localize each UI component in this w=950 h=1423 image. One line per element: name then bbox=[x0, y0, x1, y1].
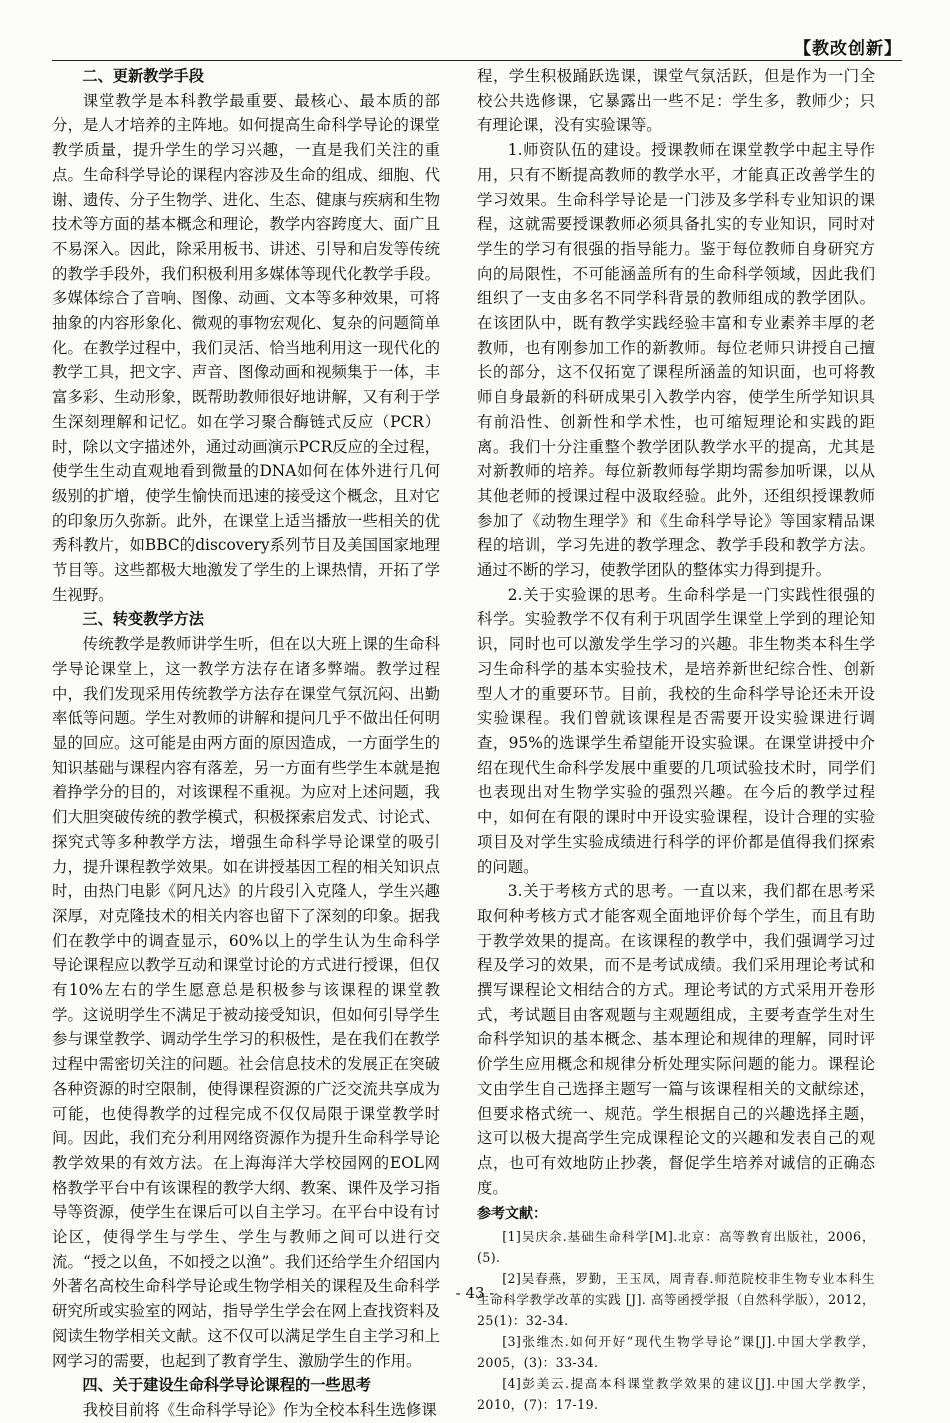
column-tag: 【教改创新】 bbox=[794, 39, 902, 59]
exam-paragraph: 3.关于考核方式的思考。一直以来，我们都在思考采取何种考核方式才能客观全面地评价每个学生，而且有助于教学效果的提高。在该课程的教学中，我们强调学习过程及学习的效果，而不是考试成绩。我们采用理论考试和撰写课程论文相结合的方式。理论考试的方式采用开卷形式，考试题目由客观题与主观题组成，主要考查学生对生命科学知识的基本概念、基本理论和规律的理解，同时评价学生应用概念和规律分析处理实际问题的能力。课程论文由学生自己选择主题写一篇与该课程相关的文献综述，但要求格式统一、规范。学生根据自己的兴趣选择主题，这可以极大提高学生完成课程论文的兴趣和发表自己的观点，也可有效地防止抄袭，督促学生培养对诚信的正确态度。 bbox=[477, 882, 875, 1197]
page-number: - 43 - bbox=[455, 1284, 495, 1302]
section-3-paragraph: 传统教学是教师讲学生听，但在以大班上课的生命科学导论课堂上，这一教学方法存在诸多弊端。教学过程中，我们发现采用传统教学方法存在课堂气氛沉闷、出勤率低等问题。学生对教师的讲解和提问几乎不做出任何明显的回应。这可能是由两方面的原因造成，一方面学生的知识基础与课程内容有落差，另一方面有些学生本就是抱着挣学分的目的，对该课程不重视。为应对上述问题，我们大胆突破传统的教学模式，积极探索启发式、讨论式、探究式等多种教学方法，增强生命科学导论课堂的吸引力，提升课程教学效果。如在讲授基因工程的相关知识点时，由热门电影《阿凡达》的片段引入克隆人，学生兴趣深厚，对克隆技术的相关内容也留下了深刻的印象。据我们在教学中的调查显示，60%以上的学生认为生命科学导论课程应以教学互动和课堂讨论的方式进行授课，但仅有10%左右的学生愿意总是积极参与该课程的课堂教学。这说明学生不满足于被动接受知识，但如何引导学生参与课堂教学、调动学生学习的积极性，是在我们在教学过程中需密切关注的问题。社会信息技术的发展正在突破各种资源的时空限制，使得课程资源的广泛交流共享成为可能，也使得教学的过程完成不仅仅局限于课堂教学时间。因此，我们充分利用网络资源作为提升生命科学导论教学效果的有效方法。在上海海洋大学校园网的EOL网格教学平台中有该课程的教学大纲、教案、课件及学习指导等资源，使学生在课后可以自主学习。在平台中设有讨论区，使得学生与学生、学生与教师之间可以进行交流。“授之以鱼，不如授之以渔”。我们还给学生介绍国内外著名高校生命科学导论或生物学相关的课程及生命科学研究所或实验室的网站，指导学生学会在网上查找资料及阅读生物学相关文献。这不仅可以满足学生自主学习和上网学习的需要，也起到了教育学生、激励学生的作用。 bbox=[52, 635, 440, 1370]
section-4-paragraph-start: 我校目前将《生命科学导论》作为全校本科生选修课 bbox=[82, 1400, 437, 1419]
references-title: 参考文献： bbox=[477, 1206, 547, 1223]
reference-item: [1]吴庆余.基础生命科学[M].北京：高等教育出版社，2006，(5). bbox=[477, 1229, 875, 1266]
lab-paragraph: 2.关于实验课的思考。生命科学是一门实践性很强的科学。实验教学不仅有利于巩固学生课堂上学到的理论知识，同时也可以激发学生学习的兴趣。非生物类本科生学习生命科学的基本实验技术，是培养新世纪综合性、创新型人才的重要环节。目前，我校的生命科学导论还未开设实验课程。我们曾就该课程是否需要开设实验课进行调查，95%的选课学生希望能开设实验课。在课堂讲授中介绍在现代生命科学发展中重要的几项试验技术时，同学们也表现出对生物学实验的强烈兴趣。在今后的教学过程中，如何在有限的课时中开设实验课程，设计合理的实验项目及对学生实验成绩进行科学的评价都是值得我们探索的问题。 bbox=[477, 585, 875, 876]
section-2-paragraph: 课堂教学是本科教学最重要、最核心、最本质的部分，是人才培养的主阵地。如何提高生命科学导论的课堂教学质量，提升学生的学习兴趣，一直是我们关注的重点。生命科学导论的课程内容涉及生命的组成、细胞、代谢、遗传、分子生物学、进化、生态、健康与疾病和生物技术等方面的基本概念和理论，教学内容跨度大、面广且不易深入。因此，除采用板书、讲述、引导和启发等传统的教学手段外，我们积极利用多媒体等现代化教学手段。多媒体综合了音响、图像、动画、文本等多种效果，可将抽象的内容形象化、微观的事物宏观化、复杂的问题简单化。在教学过程中，我们灵活、恰当地利用这一现代化的教学工具，把文字、声音、图像动画和视频集于一体，丰富多彩、生动形象，既帮助教师很好地讲解，又有利于学生深刻理解和记忆。如在学习聚合酶链式反应（PCR）时，除以文字描述外，通过动画演示PCR反应的全过程，使学生生动直观地看到微量的DNA如何在体外进行几何级别的扩增，使学生愉快而迅速的接受这个概念，且对它的印象历久弥新。此外，在课堂上适当播放一些相关的优秀科教片，如BBC的discovery系列节目及美国国家地理节目等。这些都极大地激发了学生的上课热情，开拓了学生视野。 bbox=[52, 91, 440, 604]
reference-item: [2]吴春燕，罗勤，王玉凤，周青春.师范院校非生物专业本科生生命科学教学改革的实践 [J]. 高等函授学报（自然科学版），2012，25(1)：32-34. bbox=[477, 1271, 875, 1329]
section-4-paragraph-continued: 程，学生积极踊跃选课，课堂气氛活跃，但是作为一门全校公共选修课，它暴露出一些不足：学生多，教师少；只有理论课，没有实验课等。 bbox=[477, 67, 875, 135]
reference-item: [4]彭美云.提高本科课堂教学效果的建议[J].中国大学教学，2010，(7)：17-19. bbox=[477, 1376, 875, 1413]
left-column bbox=[52, 64, 440, 1423]
section-3-title: 三、转变教学方法 bbox=[82, 610, 204, 629]
section-4-title: 四、关于建设生命科学导论课程的一些思考 bbox=[82, 1376, 371, 1395]
right-column bbox=[477, 64, 875, 1415]
section-2-title: 二、更新教学手段 bbox=[82, 67, 204, 85]
reference-item: [3]张维杰.如何开好“现代生物学导论”课[J].中国大学教学，2005，(3)：33-34. bbox=[477, 1334, 875, 1371]
header-rule bbox=[52, 60, 902, 61]
teachers-paragraph: 1.师资队伍的建设。授课教师在课堂教学中起主导作用，只有不断提高教师的教学水平，才能真正改善学生的学习效果。生命科学导论是一门涉及多学科专业知识的课程，这就需要授课教师必须具备扎实的专业知识，同时对学生的学习有很强的指导能力。鉴于每位教师自身研究方向的局限性，不可能涵盖所有的生命科学领域，因此我们组织了一支由多名不同学科背景的教师组成的教学团队。在该团队中，既有教学实践经验丰富和专业素养丰厚的老教师，也有刚参加工作的新教师。每位老师只讲授自己擅长的部分，这不仅拓宽了课程所涵盖的知识面，也可将教师自身最新的科研成果引入教学内容，使学生所学知识具有前沿性、创新性和学术性，也可缩短理论和实践的距离。我们十分注重整个教学团队教学水平的提高，尤其是对新教师的培养。每位新教师每学期均需参加听课，以从其他老师的授课过程中汲取经验。此外，还组织授课教师参加了《动物生理学》和《生命科学导论》等国家精品课程的培训，学习先进的教学理念、教学手段和教学方法。通过不断的学习，使教学团队的整体实力得到提升。 bbox=[477, 141, 875, 580]
